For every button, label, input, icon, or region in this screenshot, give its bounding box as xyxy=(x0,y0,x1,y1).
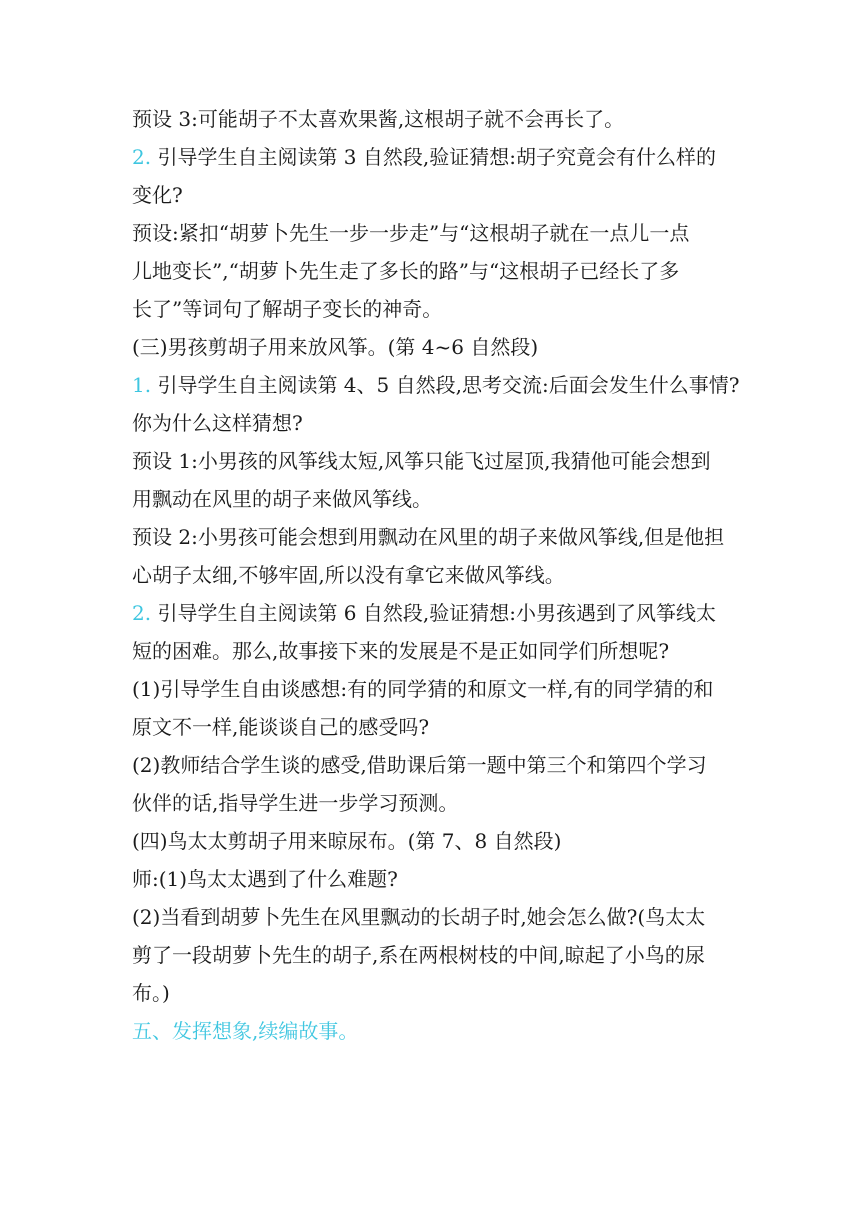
text-line: 布。) xyxy=(132,981,170,1005)
text-line: 预设 3:可能胡子不太喜欢果酱,这根胡子就不会再长了。 xyxy=(132,107,625,131)
text-line: 儿地变长”,“胡萝卜先生走了多长的路”与“这根胡子已经长了多 xyxy=(132,259,680,283)
text-line: 预设 1:小男孩的风筝线太短,风筝只能飞过屋顶,我猜他可能会想到 xyxy=(132,449,711,473)
section-subheading: (四)鸟太太剪胡子用来晾尿布。(第 7、8 自然段) xyxy=(132,829,562,853)
text-line: 变化? xyxy=(132,183,183,207)
text-line: (1)引导学生自由谈感想:有的同学猜的和原文一样,有的同学猜的和 xyxy=(132,677,714,701)
text-line: 2. 引导学生自主阅读第 6 自然段,验证猜想:小男孩遇到了风筝线太 xyxy=(132,601,716,625)
section-heading: 五、发挥想象,续编故事。 xyxy=(132,1019,359,1043)
step-number: 2. xyxy=(132,601,152,625)
step-number: 1. xyxy=(132,373,152,397)
step-number: 2. xyxy=(132,145,152,169)
text-line: 师:(1)鸟太太遇到了什么难题? xyxy=(132,867,398,891)
text-line: 预设 2:小男孩可能会想到用飘动在风里的胡子来做风筝线,但是他担 xyxy=(132,525,725,549)
text-line: 短的困难。那么,故事接下来的发展是不是正如同学们所想呢? xyxy=(132,639,670,663)
text-line: 伙伴的话,指导学生进一步学习预测。 xyxy=(132,791,459,815)
text-line: 1. 引导学生自主阅读第 4、5 自然段,思考交流:后面会发生什么事情? xyxy=(132,373,740,397)
text-line: 心胡子太细,不够牢固,所以没有拿它来做风筝线。 xyxy=(132,563,565,587)
section-subheading: (三)男孩剪胡子用来放风筝。(第 4~6 自然段) xyxy=(132,335,539,359)
text-line: 长了”等词句了解胡子变长的神奇。 xyxy=(132,297,443,321)
text-line: 剪了一段胡萝卜先生的胡子,系在两根树枝的中间,晾起了小鸟的尿 xyxy=(132,943,705,967)
text-line: (2)教师结合学生谈的感受,借助课后第一题中第三个和第四个学习 xyxy=(132,753,707,777)
text-line: 你为什么这样猜想? xyxy=(132,411,303,435)
lesson-plan-text xyxy=(132,100,742,1050)
text-line: 2. 引导学生自主阅读第 3 自然段,验证猜想:胡子究竟会有什么样的 xyxy=(132,145,716,169)
text-line: 预设:紧扣“胡萝卜先生一步一步走”与“这根胡子就在一点儿一点 xyxy=(132,221,690,245)
text-line: 原文不一样,能谈谈自己的感受吗? xyxy=(132,715,430,739)
text-line: 用飘动在风里的胡子来做风筝线。 xyxy=(132,487,432,511)
text-line: (2)当看到胡萝卜先生在风里飘动的长胡子时,她会怎么做?(鸟太太 xyxy=(132,905,706,929)
